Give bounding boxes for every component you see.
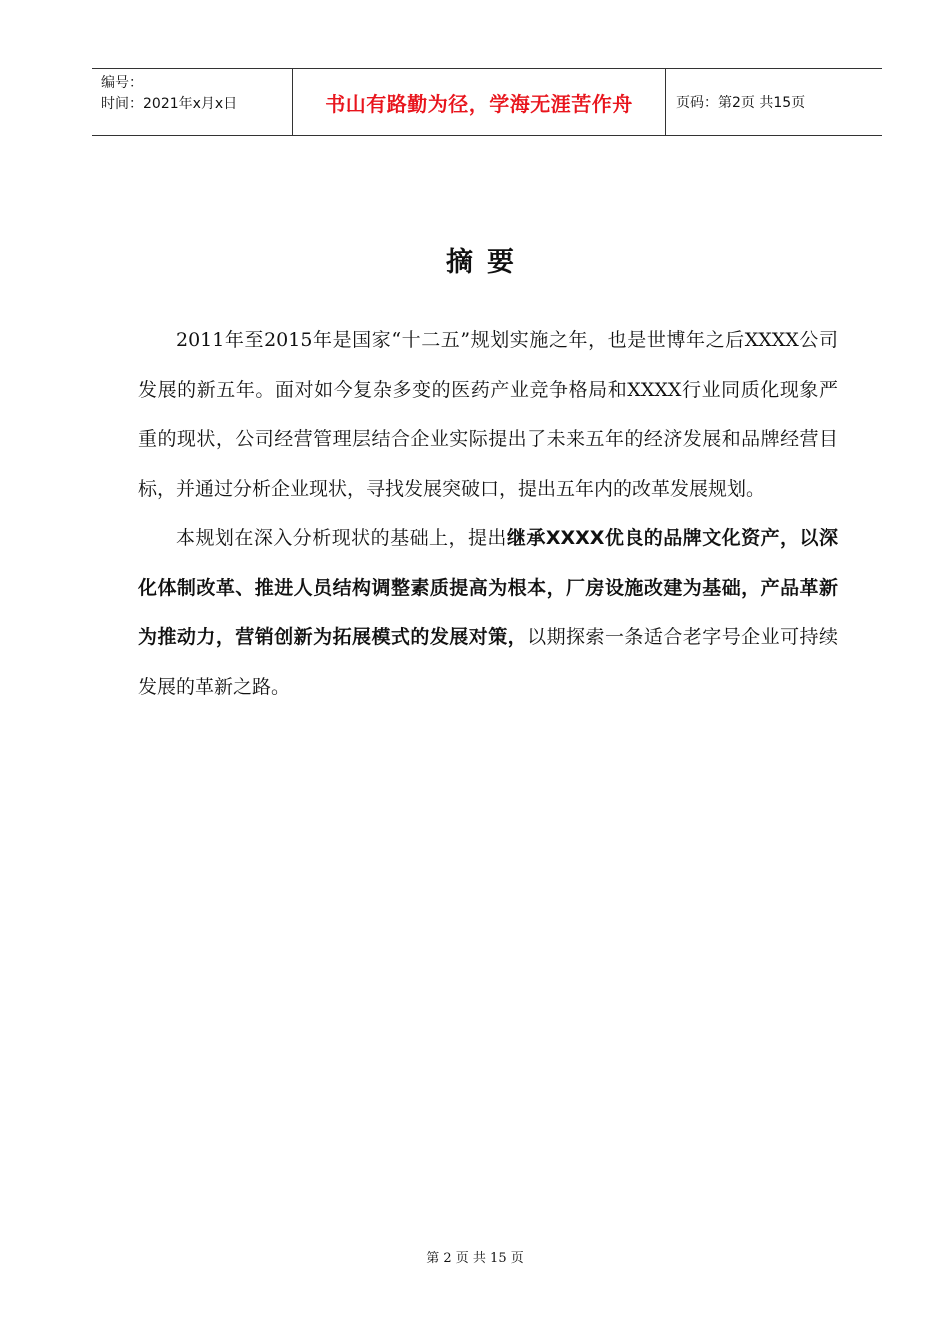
paragraph-2-tail: 以期探索一条适合老字号企业可持续发展的革新之路。 <box>138 626 838 698</box>
abstract-paragraph-1: 2011年至2015年是国家“十二五”规划实施之年，也是世博年之后XXXX公司发展的新五年。面对如今复杂多变的医药产业竞争格局和XXXX行业同质化现象严重的现状，公司经营管理层结合企业实际提出了未来五年的经济发展和品牌经营目标，并通过分析企业现状，寻找发展突破口，提出五年内的改革发展规划。 <box>138 329 838 500</box>
page-footer: 第 2 页 共 15 页 <box>426 1251 524 1266</box>
document-time: 时间：2021年x月x日 <box>101 96 238 112</box>
paragraph-2-emphasis: 继承XXXX优良的品牌文化资产，以深化体制改革、推进人员结构调整素质提高为根本，厂房设施改建为基础，产品革新为推动力，营销创新为拓展模式的发展对策， <box>138 527 838 648</box>
section-title: 摘要 <box>446 247 528 278</box>
page-header <box>92 68 882 136</box>
header-page-info: 页码：第2页 共15页 <box>676 95 806 111</box>
paragraph-2-lead: 本规划在深入分析现状的基础上，提出 <box>176 527 507 549</box>
header-page-cell <box>666 69 882 135</box>
header-motto-cell <box>293 69 666 135</box>
header-meta-cell <box>92 69 293 135</box>
document-code-label: 编号： <box>101 75 143 91</box>
header-motto: 书山有路勤为径，学海无涯苦作舟 <box>325 91 633 116</box>
abstract-body <box>138 316 838 712</box>
abstract-paragraph-2 <box>138 514 838 712</box>
